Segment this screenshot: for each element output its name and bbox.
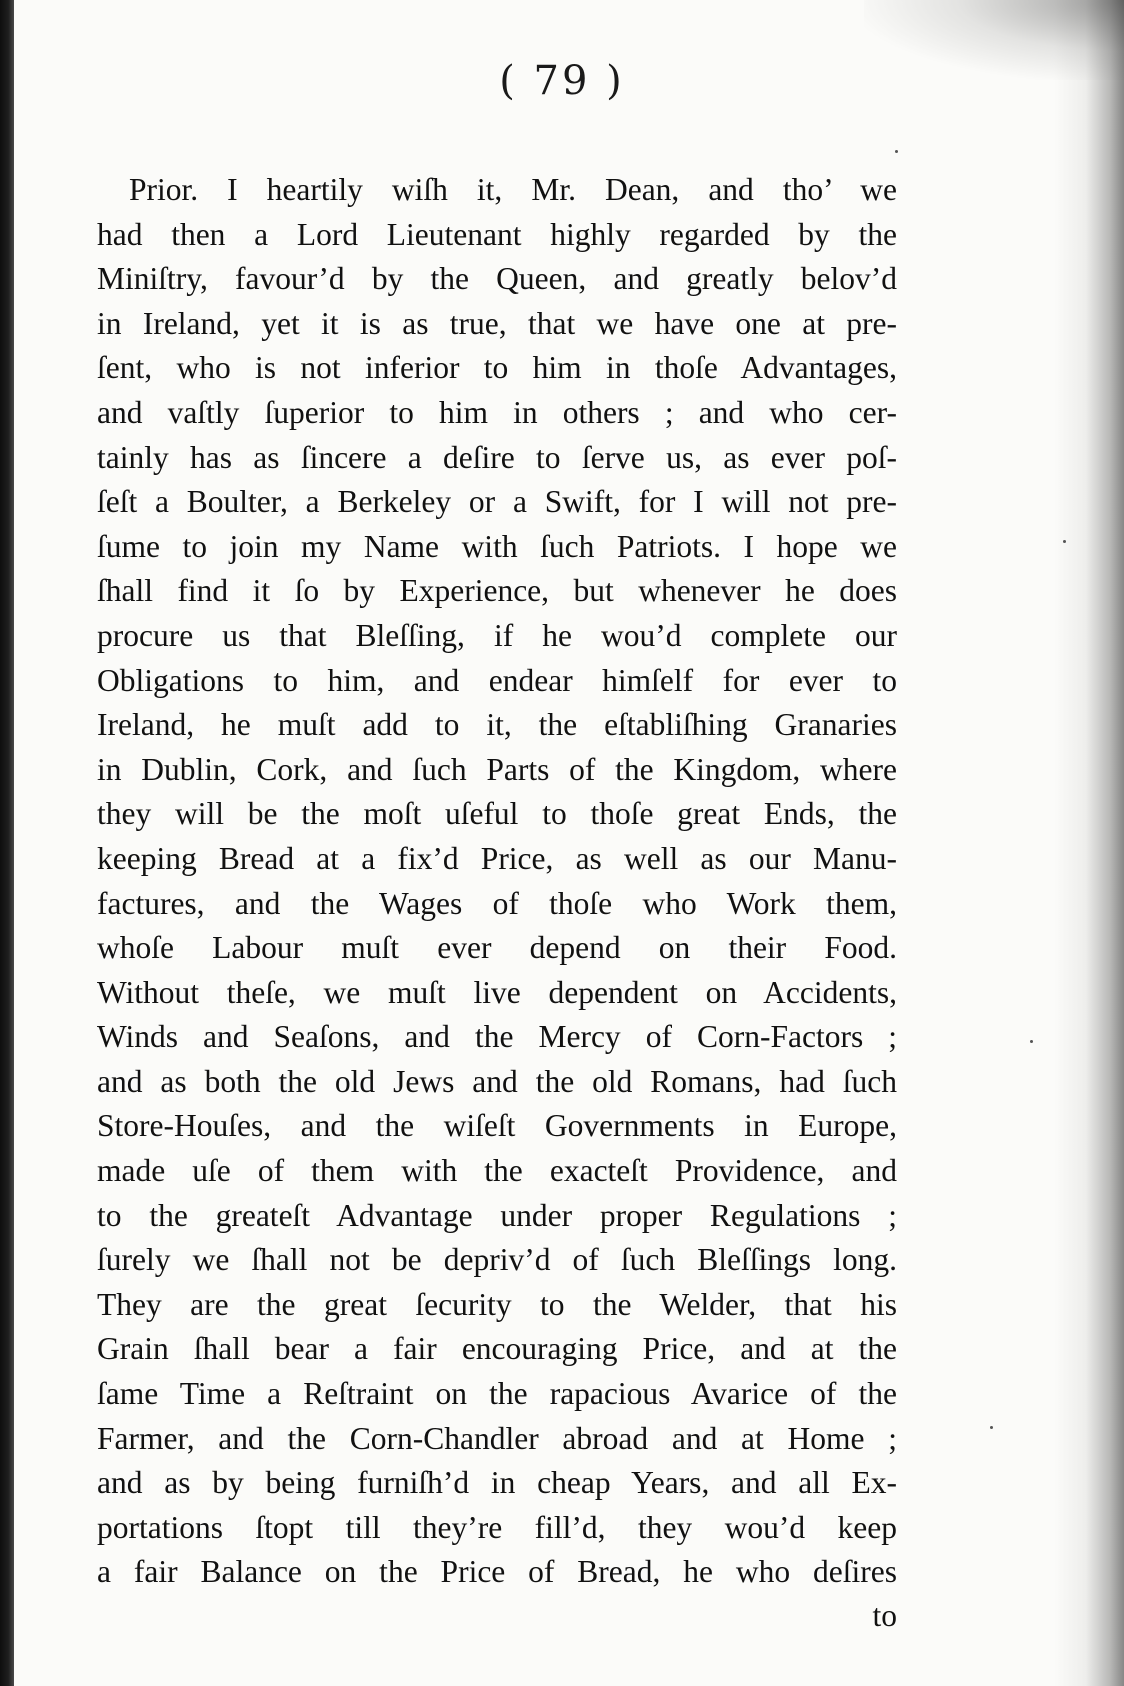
text-line: and vaſtly ſuperior to him in others ; and who cer-	[97, 394, 897, 430]
scan-speck	[895, 150, 898, 153]
text-line: Winds and Seaſons, and the Mercy of Corn-Factors ;	[97, 1019, 897, 1055]
text-line: factures, and the Wages of thoſe who Work them,	[97, 885, 897, 921]
text-line: in Ireland, yet it is as true, that we have one at pre-	[97, 305, 897, 341]
text-line: Store-Houſes, and the wiſeſt Governments in Europe,	[97, 1108, 897, 1144]
text-line: had then a Lord Lieutenant highly regarded by the	[97, 216, 897, 252]
text-line: ſame Time a Reſtraint on the rapacious Avarice of the	[97, 1376, 897, 1412]
text-line: Grain ſhall bear a fair encouraging Price, and at the	[97, 1331, 897, 1367]
body-text	[97, 168, 897, 1595]
page-left-edge	[0, 0, 14, 1686]
page-right-edge	[1054, 0, 1124, 1686]
text-line: ſhall find it ſo by Experience, but whenever he does	[97, 573, 897, 609]
scan-speck	[1063, 540, 1066, 543]
scan-speck	[990, 1426, 993, 1429]
text-line: Prior. I heartily wiſh it, Mr. Dean, and tho’ we	[129, 172, 897, 207]
text-line: ſume to join my Name with ſuch Patriots. I hope we	[97, 528, 897, 564]
page-number: ( 79 )	[499, 58, 625, 104]
text-line: whoſe Labour muſt ever depend on their Food.	[97, 930, 897, 966]
text-line: they will be the moſt uſeful to thoſe great Ends, the	[97, 796, 897, 832]
text-line: Farmer, and the Corn-Chandler abroad and at Home ;	[97, 1420, 897, 1456]
text-line: Ireland, he muſt add to it, the eſtabliſhing Granaries	[97, 707, 897, 743]
text-line: ſurely we ſhall not be depriv’d of ſuch Bleſſings long.	[97, 1242, 897, 1278]
text-line: Miniſtry, favour’d by the Queen, and greatly belov’d	[97, 261, 897, 297]
text-line: a fair Balance on the Price of Bread, he who deſires	[97, 1554, 897, 1590]
catchword: to	[872, 1598, 897, 1633]
text-line: tainly has as ſincere a deſire to ſerve us, as ever poſ-	[97, 439, 897, 475]
text-line: in Dublin, Cork, and ſuch Parts of the Kingdom, where	[97, 751, 897, 787]
text-line: ſent, who is not inferior to him in thoſe Advantages,	[97, 350, 897, 386]
text-line: to the greateſt Advantage under proper Regulations ;	[97, 1197, 897, 1233]
scan-speck	[1030, 1040, 1033, 1043]
text-line: procure us that Bleſſing, if he wou’d complete our	[97, 617, 897, 653]
text-line: keeping Bread at a fix’d Price, as well as our Manu-	[97, 840, 897, 876]
text-line: Without theſe, we muſt live dependent on Accidents,	[97, 974, 897, 1010]
text-line: and as by being furniſh’d in cheap Years, and all Ex-	[97, 1465, 897, 1501]
text-line: They are the great ſecurity to the Welder, that his	[97, 1286, 897, 1322]
text-line: ſeſt a Boulter, a Berkeley or a Swift, for I will not pre-	[97, 484, 897, 520]
text-line: and as both the old Jews and the old Romans, had ſuch	[97, 1063, 897, 1099]
text-line: portations ſtopt till they’re fill’d, they wou’d keep	[97, 1509, 897, 1545]
text-line: made uſe of them with the exacteſt Providence, and	[97, 1153, 897, 1189]
text-line: Obligations to him, and endear himſelf for ever to	[97, 662, 897, 698]
